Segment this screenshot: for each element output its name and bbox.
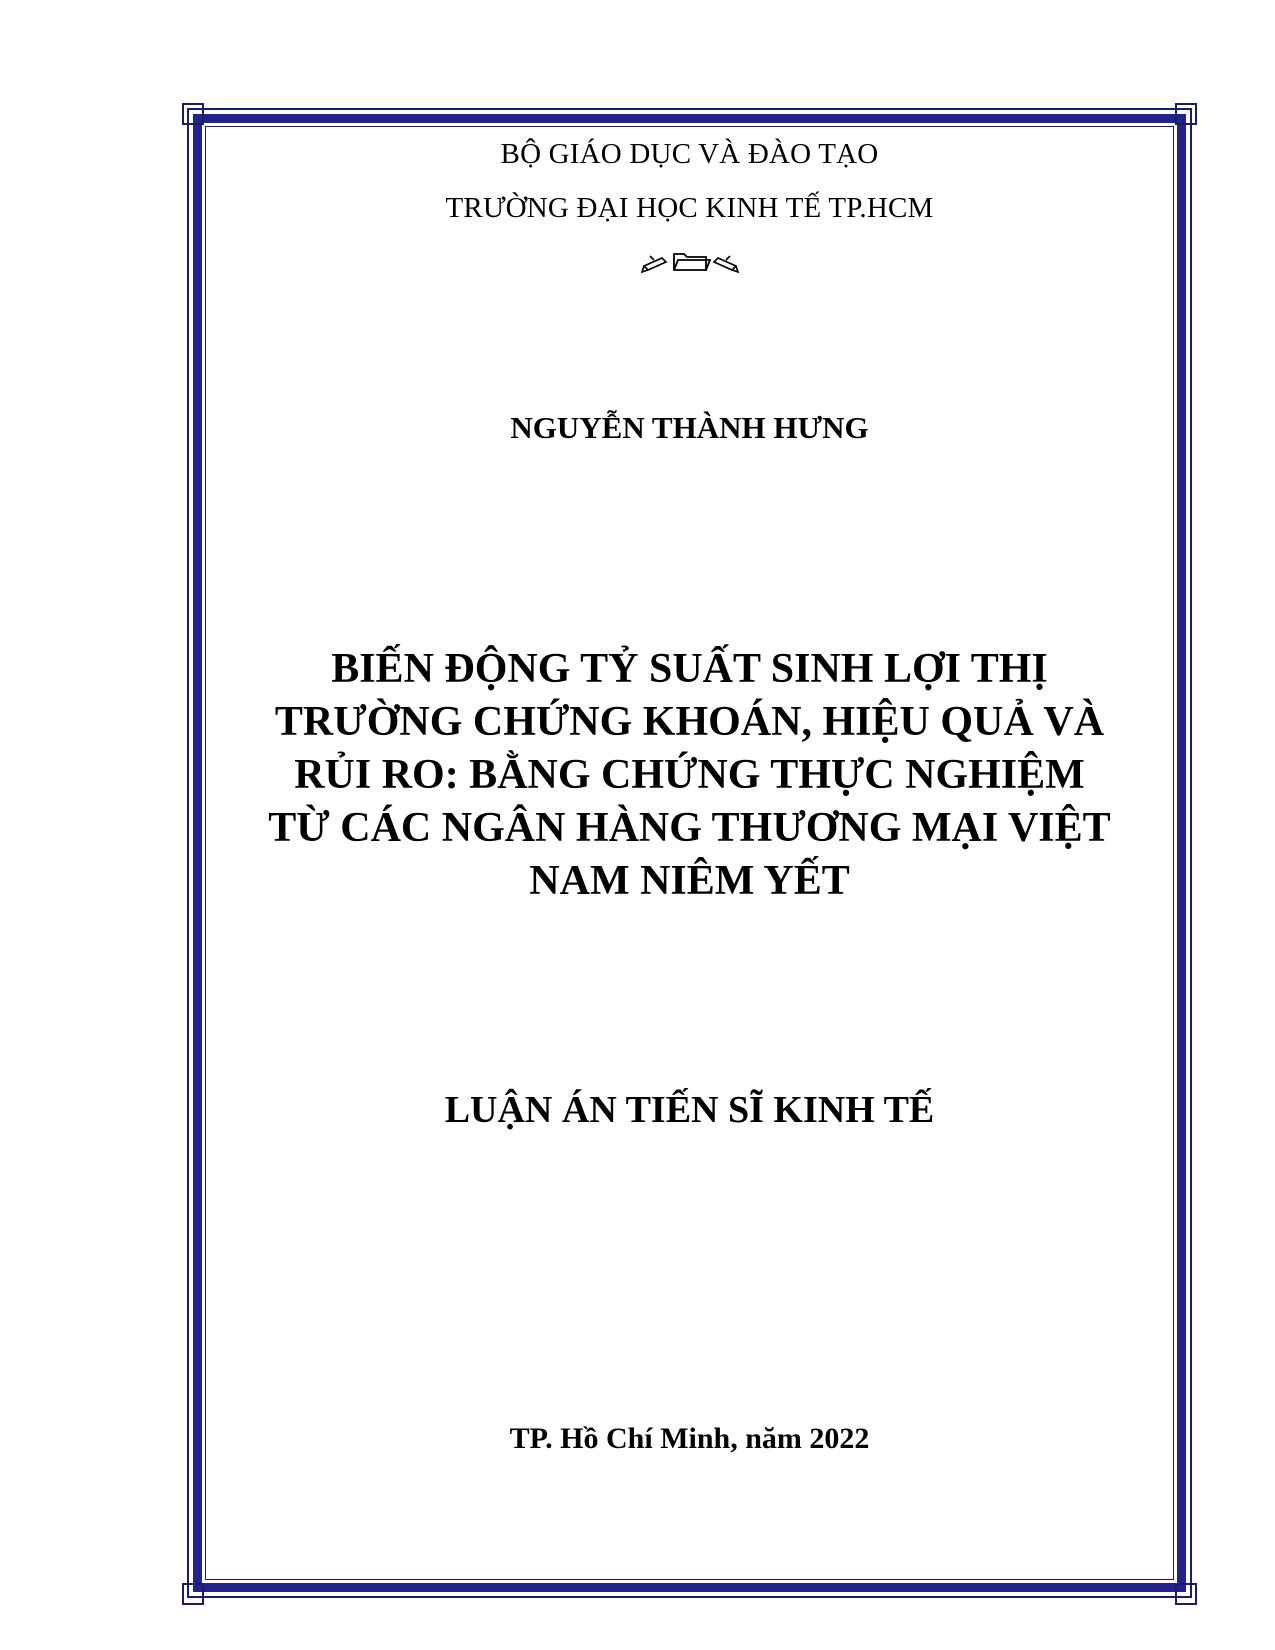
- place-and-year: TP. Hồ Chí Minh, năm 2022: [509, 1422, 870, 1455]
- author-name: NGUYỄN THÀNH HƯNG: [510, 410, 869, 445]
- ministry-name: BỘ GIÁO DỤC VÀ ĐÀO TẠO: [500, 138, 879, 170]
- pen-book-pen-ornament-icon: [205, 248, 1174, 278]
- thesis-title-line: TỪ CÁC NGÂN HÀNG THƯƠNG MẠI VIỆT: [268, 805, 1111, 851]
- corner-ornament-top-right: [1175, 103, 1197, 125]
- thesis-title-line: RỦI RO: BẰNG CHỨNG THỰC NGHIỆM: [294, 752, 1085, 798]
- corner-ornament-bottom-right: [1175, 1583, 1197, 1605]
- university-name: TRƯỜNG ĐẠI HỌC KINH TẾ TP.HCM: [445, 192, 934, 224]
- corner-ornament-top-left: [182, 103, 204, 125]
- thesis-title: [205, 643, 1174, 908]
- thesis-title-line: NAM NIÊM YẾT: [529, 858, 850, 904]
- corner-ornament-bottom-left: [182, 1583, 204, 1605]
- degree-type: LUẬN ÁN TIẾN SĨ KINH TẾ: [444, 1089, 935, 1131]
- thesis-title-line: BIẾN ĐỘNG TỶ SUẤT SINH LỢI THỊ: [331, 646, 1048, 692]
- thesis-title-line: TRƯỜNG CHỨNG KHOÁN, HIỆU QUẢ VÀ: [274, 699, 1105, 745]
